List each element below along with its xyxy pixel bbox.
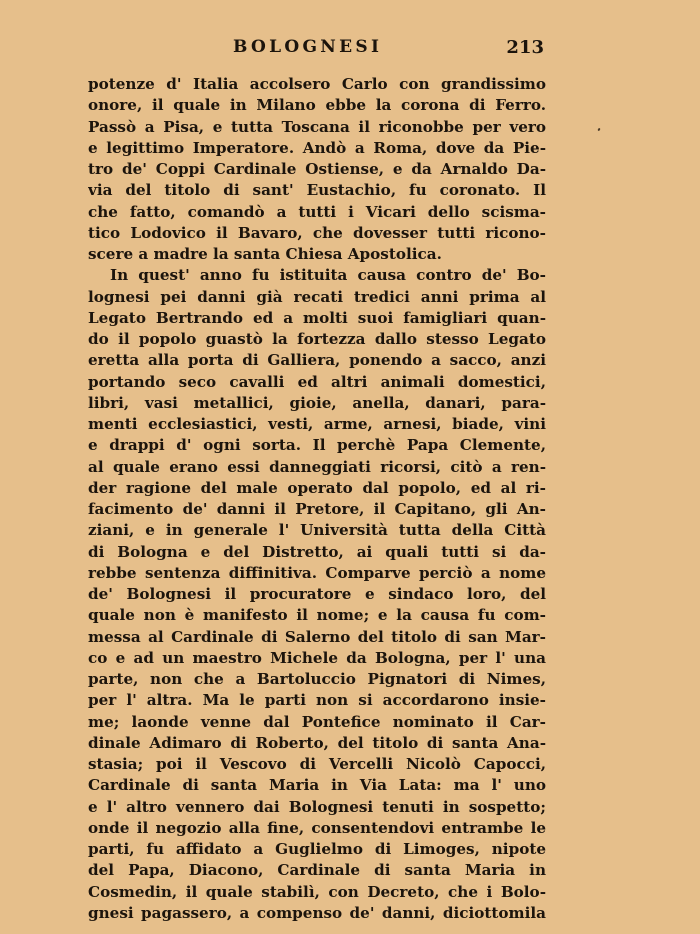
running-head bbox=[88, 37, 546, 63]
text-line: stasia; poi il Vescovo di Vercelli Nicolò Capocci, bbox=[88, 755, 546, 773]
text-line: der ragione del male operato dal popolo, ed al ri- bbox=[88, 478, 546, 497]
text-line: co e ad un maestro Michele da Bologna, per l' una bbox=[88, 648, 546, 667]
text-line: rebbe sentenza diffinitiva. Comparve perciò a nome bbox=[88, 563, 546, 582]
text-line: onde il negozio alla fine, consentendovi entrambe le bbox=[88, 818, 546, 837]
text-line: tro de' Coppi Cardinale Ostiense, e da Arnaldo Da- bbox=[88, 160, 546, 178]
text-line: parti, fu affidato a Guglielmo di Limoges, nipote bbox=[88, 840, 546, 858]
text-line: de' Bolognesi il procuratore e sindaco loro, del bbox=[88, 585, 546, 603]
text-line: dinale Adimaro di Roberto, del titolo di santa Ana- bbox=[88, 733, 546, 752]
text-line: quale non è manifesto il nome; e la causa fu com- bbox=[88, 606, 546, 625]
text-line: onore, il quale in Milano ebbe la corona di Ferro. bbox=[88, 96, 546, 115]
text-line: messa al Cardinale di Salerno del titolo di san Mar- bbox=[88, 627, 546, 646]
page-number: 213 bbox=[506, 37, 544, 58]
text-line: al quale erano essi danneggiati ricorsi, citò a ren- bbox=[88, 457, 546, 476]
text-line: tico Lodovico il Bavaro, che dovesser tutti ricono- bbox=[88, 223, 546, 242]
text-line: parte, non che a Bartoluccio Pignatori di Nimes, bbox=[88, 670, 546, 688]
text-line: Passò a Pisa, e tutta Toscana il riconobbe per vero bbox=[88, 117, 546, 136]
text-line: di Bologna e del Distretto, ai quali tutti si da- bbox=[88, 542, 546, 561]
paragraph-first-line: In quest' anno fu istituita causa contro de' Bo- bbox=[110, 266, 546, 285]
text-line: gnesi pagassero, a compenso de' danni, diciottomila bbox=[88, 903, 546, 922]
text-line: Cardinale di santa Maria in Via Lata: ma l' uno bbox=[88, 776, 546, 795]
text-line: potenze d' Italia accolsero Carlo con grandissimo bbox=[88, 75, 546, 93]
text-line: e drappi d' ogni sorta. Il perchè Papa Clemente, bbox=[88, 436, 546, 455]
text-line: lognesi pei danni già recati tredici anni prima al bbox=[88, 287, 546, 306]
text-line: del Papa, Diacono, Cardinale di santa Maria in bbox=[88, 861, 546, 880]
text-line: e l' altro vennero dai Bolognesi tenuti in sospetto; bbox=[88, 797, 546, 816]
text-line: Legato Bertrando ed a molti suoi famigliari quan- bbox=[88, 308, 546, 327]
text-line: via del titolo di sant' Eustachio, fu coronato. Il bbox=[88, 181, 546, 200]
paragraph-last-line: scere a madre la santa Chiesa Apostolica. bbox=[88, 245, 442, 263]
text-line: me; laonde venne dal Pontefice nominato il Car- bbox=[88, 712, 546, 731]
body-text bbox=[88, 74, 546, 924]
text-line: che fatto, comandò a tutti i Vicari dello scisma- bbox=[88, 202, 546, 221]
paper-speck bbox=[597, 128, 600, 132]
text-line: menti ecclesiastici, vesti, arme, arnesi, biade, vini bbox=[88, 415, 546, 433]
text-line: ziani, e in generale l' Università tutta della Città bbox=[88, 521, 546, 540]
running-title: BOLOGNESI bbox=[233, 37, 383, 57]
text-line: do il popolo guastò la fortezza dallo stesso Legato bbox=[88, 330, 546, 348]
text-line: portando seco cavalli ed altri animali domestici, bbox=[88, 372, 546, 391]
text-line: Cosmedin, il quale stabilì, con Decreto, che i Bolo- bbox=[88, 882, 546, 901]
text-line: facimento de' danni il Pretore, il Capitano, gli An- bbox=[88, 500, 546, 518]
text-line: e legittimo Imperatore. Andò a Roma, dove da Pie- bbox=[88, 138, 546, 157]
text-line: eretta alla porta di Galliera, ponendo a sacco, anzi bbox=[88, 351, 546, 370]
text-line: libri, vasi metallici, gioie, anella, danari, para- bbox=[88, 393, 546, 412]
text-line: per l' altra. Ma le parti non si accordarono insie- bbox=[88, 691, 546, 710]
